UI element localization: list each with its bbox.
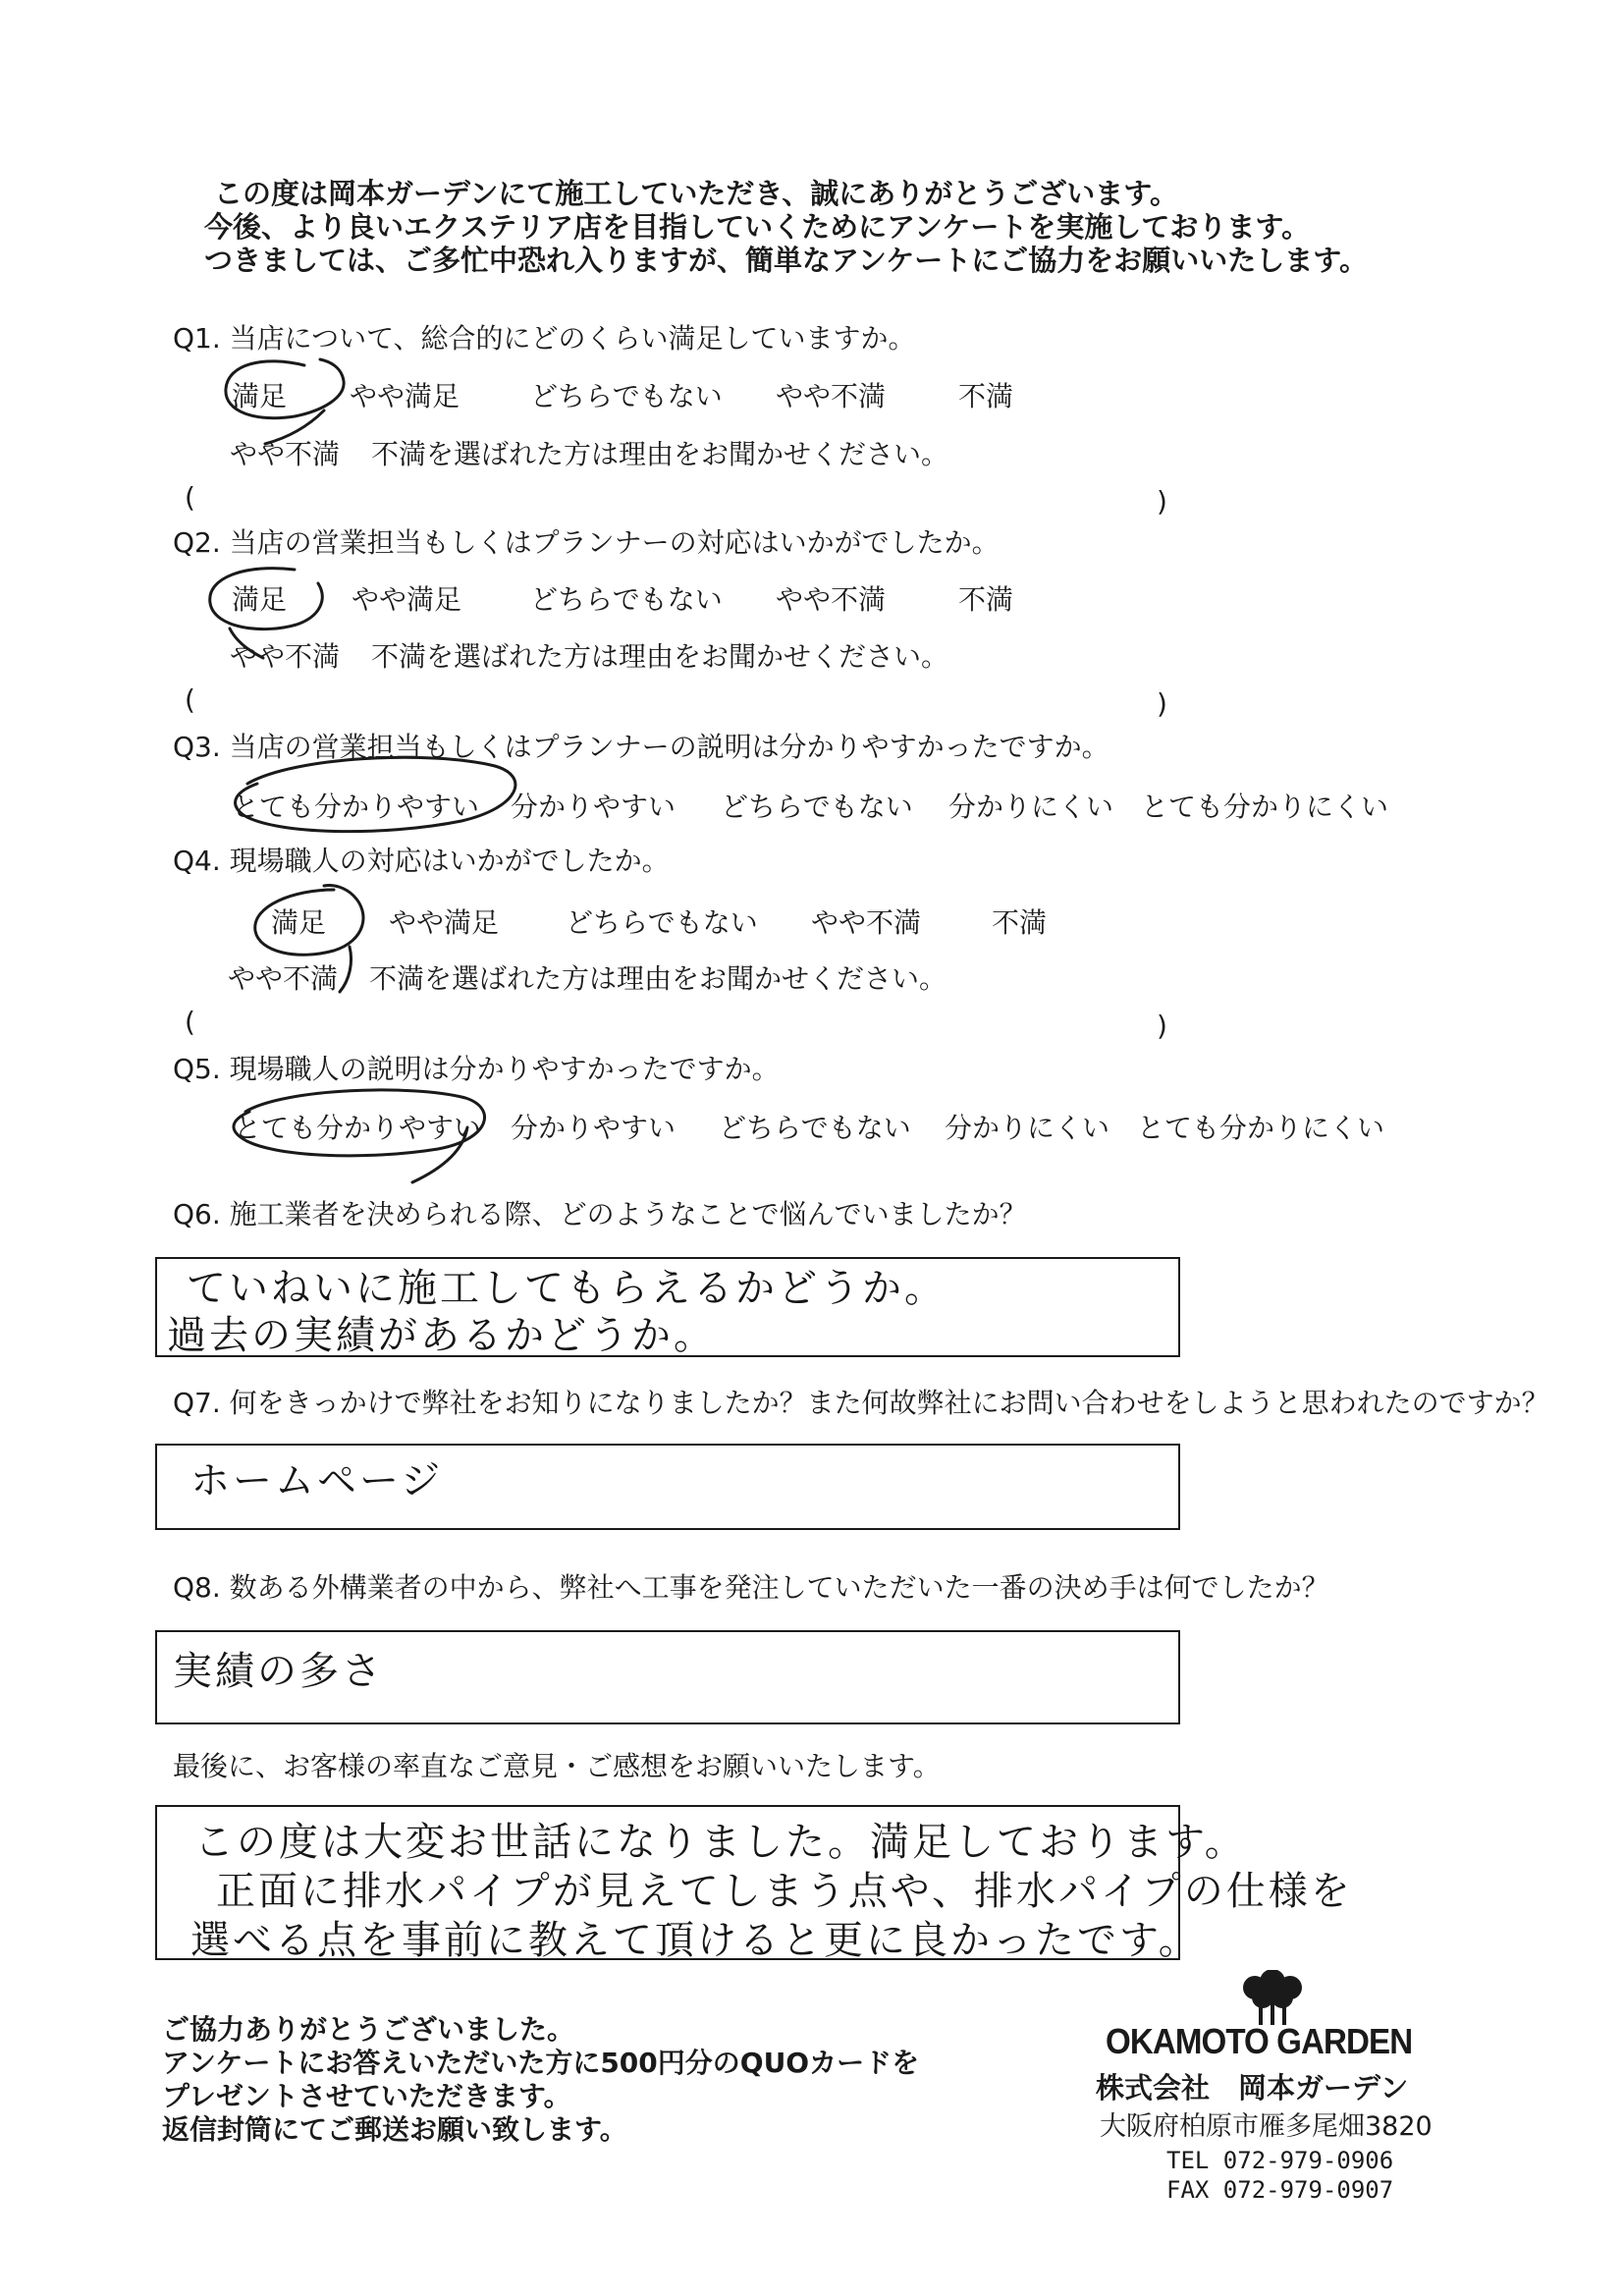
footer-quo-line-1: アンケートにお答えいただいた方に500円分のQUOカードを	[162, 2047, 920, 2079]
q2-option-neutral[interactable]: どちらでもない	[530, 583, 723, 616]
q5-option-easy[interactable]: 分かりやすい	[511, 1112, 676, 1144]
q4-tail-stroke	[340, 947, 352, 992]
q1-question: Q1. 当店について、総合的にどのくらい満足していますか。	[173, 322, 916, 355]
q4-option-neutral[interactable]: どちらでもない	[566, 906, 758, 939]
footer-quo-line-2: プレゼントさせていただきます。	[162, 2080, 571, 2112]
q2-paren-close: )	[1157, 687, 1167, 720]
company-address: 大阪府柏原市雁多尾畑3820	[1100, 2111, 1433, 2142]
q1-paren-close: )	[1157, 485, 1167, 518]
company-tel: TEL 072-979-0906	[1166, 2147, 1394, 2174]
q1-option-satisfied[interactable]: 満足	[232, 380, 288, 412]
q3-option-easy[interactable]: 分かりやすい	[511, 791, 676, 823]
q3-option-very-hard[interactable]: とても分かりにくい	[1141, 791, 1389, 823]
q2-followup-text: 不満を選ばれた方は理由をお聞かせください。	[371, 640, 949, 673]
final-comment-line-1: この度は大変お世話になりました。満足しております。	[194, 1820, 1247, 1865]
q3-option-hard[interactable]: 分かりにくい	[948, 791, 1114, 823]
q2-option-somewhat-dissatisfied[interactable]: やや不満	[776, 583, 887, 616]
q1-followup-option[interactable]: やや不満	[230, 438, 341, 470]
q5-option-very-easy[interactable]: とても分かりやすい	[234, 1112, 482, 1144]
q1-followup-text: 不満を選ばれた方は理由をお聞かせください。	[371, 438, 949, 470]
q4-paren-close: )	[1157, 1010, 1167, 1042]
final-comment-line-3: 選べる点を事前に教えて頂けると更に良かったです。	[190, 1918, 1201, 1963]
q5-option-neutral[interactable]: どちらでもない	[719, 1112, 911, 1144]
q4-paren-open: (	[185, 1006, 195, 1038]
q2-tail-stroke	[230, 629, 263, 658]
q2-paren-open: (	[185, 683, 195, 716]
q2-question: Q2. 当店の営業担当もしくはプランナーの対応はいかがでしたか。	[173, 526, 1000, 559]
q8-answer-line-1: 実績の多さ	[173, 1649, 384, 1694]
q6-answer-line-1: ていねいに施工してもらえるかどうか。	[187, 1266, 947, 1311]
q1-paren-open: (	[185, 481, 195, 514]
q2-selection-circle	[210, 569, 322, 629]
q1-option-neutral[interactable]: どちらでもない	[530, 380, 723, 412]
q4-selection-circle	[255, 885, 363, 955]
q7-answer-line-1: ホームページ	[190, 1458, 444, 1503]
company-fax: FAX 072-979-0907	[1166, 2176, 1394, 2204]
q5-option-hard[interactable]: 分かりにくい	[945, 1112, 1110, 1144]
q4-question: Q4. 現場職人の対応はいかがでしたか。	[173, 845, 670, 877]
company-logo-text: OKAMOTO GARDEN	[1106, 2021, 1413, 2061]
company-name: 株式会社 岡本ガーデン	[1096, 2071, 1409, 2105]
q5-option-very-hard[interactable]: とても分かりにくい	[1137, 1112, 1385, 1144]
q2-option-somewhat-satisfied[interactable]: やや満足	[352, 583, 462, 616]
q3-selection-circle	[236, 757, 515, 831]
q4-option-satisfied[interactable]: 満足	[271, 906, 327, 939]
q8-question: Q8. 数ある外構業者の中から、弊社へ工事を発注していただいた一番の決め手は何でしたか？	[173, 1571, 1329, 1604]
q4-option-dissatisfied[interactable]: 不満	[992, 906, 1048, 939]
q6-answer-line-2: 過去の実績があるかどうか。	[167, 1313, 716, 1358]
intro-line-1: この度は岡本ガーデンにて施工していただき、誠にありがとうございます。	[214, 177, 1178, 210]
footer-thanks: ご協力ありがとうございました。	[162, 2013, 575, 2046]
final-comment-line-2: 正面に排水パイプが見えてしまう点や、排水パイプの仕様を	[216, 1869, 1353, 1914]
q6-question: Q6. 施工業者を決められる際、どのようなことで悩んでいましたか？	[173, 1198, 1027, 1230]
q5-tail-stroke	[412, 1127, 467, 1182]
q3-option-very-easy[interactable]: とても分かりやすい	[232, 791, 480, 823]
q1-option-somewhat-satisfied[interactable]: やや満足	[350, 380, 460, 412]
footer-mail-return: 返信封筒にてご郵送お願い致します。	[162, 2113, 627, 2146]
q1-option-somewhat-dissatisfied[interactable]: やや不満	[776, 380, 887, 412]
q7-question: Q7. 何をきっかけで弊社をお知りになりましたか？また何故弊社にお問い合わせをしようと思われたのですか？	[173, 1387, 1549, 1419]
intro-line-2: 今後、より良いエクステリア店を目指していくためにアンケートを実施しております。	[204, 210, 1311, 244]
q4-option-somewhat-satisfied[interactable]: やや満足	[389, 906, 500, 939]
q1-selection-circle	[226, 359, 344, 418]
q5-question: Q5. 現場職人の説明は分かりやすかったですか。	[173, 1053, 780, 1085]
q1-option-dissatisfied[interactable]: 不満	[958, 380, 1014, 412]
q3-option-neutral[interactable]: どちらでもない	[721, 791, 913, 823]
final-comment-prompt: 最後に、お客様の率直なご意見・ご感想をお願いいたします。	[173, 1750, 941, 1782]
q2-option-satisfied[interactable]: 満足	[232, 583, 288, 616]
q2-followup-option[interactable]: やや不満	[230, 640, 341, 673]
q4-followup-text: 不満を選ばれた方は理由をお聞かせください。	[369, 962, 947, 995]
q5-selection-circle	[234, 1090, 485, 1156]
q4-followup-option[interactable]: やや不満	[228, 962, 339, 995]
q4-option-somewhat-dissatisfied[interactable]: やや不満	[811, 906, 922, 939]
q2-option-dissatisfied[interactable]: 不満	[958, 583, 1014, 616]
q3-question: Q3. 当店の営業担当もしくはプランナーの説明は分かりやすかったですか。	[173, 731, 1109, 763]
intro-line-3: つきましては、ご多忙中恐れ入りますが、簡単なアンケートにご協力をお願いいたします。	[204, 244, 1368, 277]
